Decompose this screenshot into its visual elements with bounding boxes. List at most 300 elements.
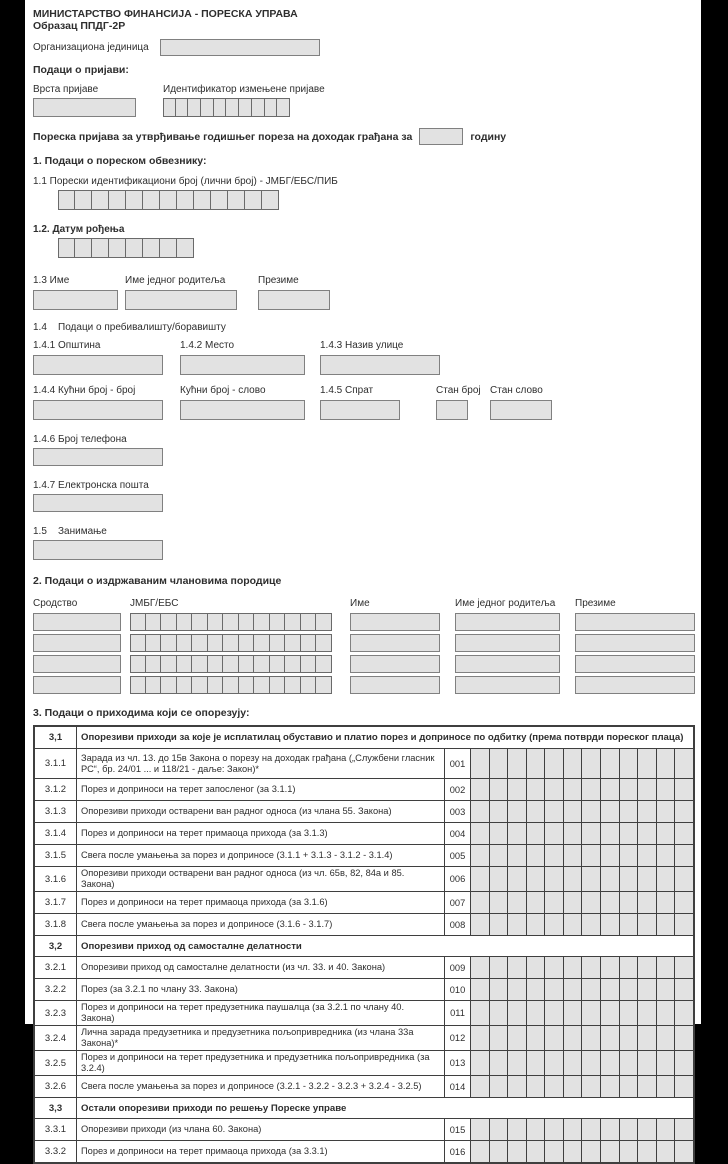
amount-cell[interactable] (638, 779, 657, 800)
street-input[interactable] (320, 355, 440, 375)
digit-cell[interactable] (177, 634, 193, 652)
amount-cell[interactable] (638, 845, 657, 866)
amount-cell[interactable] (564, 779, 583, 800)
amount-cell[interactable] (601, 1141, 620, 1162)
amount-cell[interactable] (620, 1119, 639, 1140)
amount-cell[interactable] (527, 957, 546, 978)
digit-cell[interactable] (161, 613, 177, 631)
amount-cell[interactable] (490, 801, 509, 822)
amount-cell[interactable] (545, 979, 564, 1000)
digit-cell[interactable] (161, 655, 177, 673)
digit-cell[interactable] (92, 238, 109, 258)
digit-cell[interactable] (301, 676, 317, 694)
amount-cell[interactable] (675, 957, 693, 978)
amount-cell[interactable] (527, 892, 546, 913)
digit-cell[interactable] (228, 190, 245, 210)
amount-cell[interactable] (638, 867, 657, 891)
amount-cell[interactable] (582, 979, 601, 1000)
amount-cell[interactable] (564, 749, 583, 778)
digit-cell[interactable] (177, 613, 193, 631)
amount-cell[interactable] (657, 1119, 676, 1140)
amount-cell[interactable] (545, 1119, 564, 1140)
digit-cell[interactable] (109, 238, 126, 258)
amount-cell[interactable] (657, 914, 676, 935)
digit-cell[interactable] (245, 190, 262, 210)
amount-cell[interactable] (564, 1051, 583, 1075)
apt-no-input[interactable] (436, 400, 468, 420)
amount-cell[interactable] (657, 1051, 676, 1075)
digit-cell[interactable] (192, 676, 208, 694)
amount-cell[interactable] (508, 1076, 527, 1097)
amount-cell[interactable] (675, 1026, 693, 1050)
digit-cell[interactable] (161, 676, 177, 694)
occupation-input[interactable] (33, 540, 163, 560)
digit-cell[interactable] (58, 190, 75, 210)
amount-cell[interactable] (620, 1001, 639, 1025)
amount-cell[interactable] (638, 1051, 657, 1075)
digit-cell[interactable] (316, 613, 332, 631)
amount-cell[interactable] (638, 801, 657, 822)
amount-cell[interactable] (490, 867, 509, 891)
amount-cell[interactable] (508, 957, 527, 978)
amount-cell[interactable] (490, 845, 509, 866)
amount-cell[interactable] (620, 867, 639, 891)
org-unit-input[interactable] (160, 39, 320, 56)
amount-cell[interactable] (527, 1051, 546, 1075)
amount-cell[interactable] (638, 1119, 657, 1140)
digit-cell[interactable] (163, 98, 176, 117)
amount-cell[interactable] (527, 1119, 546, 1140)
amount-cell[interactable] (620, 779, 639, 800)
floor-input[interactable] (320, 400, 400, 420)
amount-cell[interactable] (675, 1051, 693, 1075)
amount-cell[interactable] (527, 845, 546, 866)
amount-cell[interactable] (471, 979, 490, 1000)
digit-cell[interactable] (146, 676, 162, 694)
amount-cell[interactable] (545, 1051, 564, 1075)
amount-cell[interactable] (601, 749, 620, 778)
amount-cell[interactable] (620, 892, 639, 913)
name-input[interactable] (33, 290, 118, 310)
amount-cell[interactable] (545, 892, 564, 913)
amount-cell[interactable] (471, 957, 490, 978)
digit-cell[interactable] (277, 98, 290, 117)
house-letter-input[interactable] (180, 400, 305, 420)
amount-cell[interactable] (490, 892, 509, 913)
amount-cell[interactable] (657, 801, 676, 822)
digit-cell[interactable] (194, 190, 211, 210)
amount-cell[interactable] (675, 749, 693, 778)
amount-cell[interactable] (657, 1026, 676, 1050)
digit-cell[interactable] (208, 676, 224, 694)
amount-cell[interactable] (545, 749, 564, 778)
amount-cell[interactable] (620, 749, 639, 778)
amount-cell[interactable] (582, 892, 601, 913)
amount-cell[interactable] (545, 1026, 564, 1050)
amount-cell[interactable] (527, 779, 546, 800)
digit-cell[interactable] (239, 655, 255, 673)
digit-cell[interactable] (223, 655, 239, 673)
amount-cell[interactable] (657, 749, 676, 778)
amount-cell[interactable] (471, 1001, 490, 1025)
digit-cell[interactable] (75, 238, 92, 258)
phone-input[interactable] (33, 448, 163, 466)
member-name-input[interactable] (350, 655, 440, 673)
digit-cell[interactable] (130, 634, 146, 652)
member-parent-name-input[interactable] (455, 655, 560, 673)
digit-cell[interactable] (254, 634, 270, 652)
digit-cell[interactable] (265, 98, 278, 117)
report-type-input[interactable] (33, 98, 136, 117)
digit-cell[interactable] (301, 634, 317, 652)
amount-cell[interactable] (675, 1001, 693, 1025)
amount-cell[interactable] (657, 957, 676, 978)
amount-cell[interactable] (508, 1051, 527, 1075)
amount-cell[interactable] (508, 1141, 527, 1162)
digit-cell[interactable] (192, 634, 208, 652)
amount-cell[interactable] (508, 867, 527, 891)
digit-cell[interactable] (285, 676, 301, 694)
amount-cell[interactable] (564, 801, 583, 822)
amount-cell[interactable] (545, 845, 564, 866)
amount-cell[interactable] (601, 1051, 620, 1075)
amount-cell[interactable] (564, 979, 583, 1000)
digit-cell[interactable] (239, 634, 255, 652)
amount-cell[interactable] (545, 779, 564, 800)
amount-cell[interactable] (545, 823, 564, 844)
apt-letter-input[interactable] (490, 400, 552, 420)
amount-cell[interactable] (638, 749, 657, 778)
digit-cell[interactable] (58, 238, 75, 258)
digit-cell[interactable] (226, 98, 239, 117)
amount-cell[interactable] (490, 1001, 509, 1025)
amount-cell[interactable] (582, 957, 601, 978)
amount-cell[interactable] (490, 979, 509, 1000)
amount-cell[interactable] (545, 1141, 564, 1162)
member-name-input[interactable] (350, 634, 440, 652)
digit-cell[interactable] (254, 655, 270, 673)
amount-cell[interactable] (508, 1026, 527, 1050)
digit-cell[interactable] (201, 98, 214, 117)
amount-cell[interactable] (657, 1141, 676, 1162)
digit-cell[interactable] (109, 190, 126, 210)
amount-cell[interactable] (601, 957, 620, 978)
amount-cell[interactable] (620, 979, 639, 1000)
amount-cell[interactable] (471, 823, 490, 844)
amount-cell[interactable] (564, 1119, 583, 1140)
digit-cell[interactable] (239, 98, 252, 117)
amount-cell[interactable] (545, 801, 564, 822)
digit-cell[interactable] (239, 613, 255, 631)
amount-cell[interactable] (490, 823, 509, 844)
digit-cell[interactable] (177, 190, 194, 210)
amount-cell[interactable] (582, 1141, 601, 1162)
email-input[interactable] (33, 494, 163, 512)
member-surname-input[interactable] (575, 655, 695, 673)
member-parent-name-input[interactable] (455, 676, 560, 694)
amount-cell[interactable] (582, 749, 601, 778)
amount-cell[interactable] (564, 1026, 583, 1050)
amount-cell[interactable] (638, 1141, 657, 1162)
municipality-input[interactable] (33, 355, 163, 375)
amount-cell[interactable] (471, 1051, 490, 1075)
amount-cell[interactable] (490, 779, 509, 800)
amount-cell[interactable] (564, 1001, 583, 1025)
member-surname-input[interactable] (575, 676, 695, 694)
digit-cell[interactable] (146, 613, 162, 631)
amount-cell[interactable] (638, 823, 657, 844)
amount-cell[interactable] (582, 1051, 601, 1075)
digit-cell[interactable] (160, 190, 177, 210)
digit-cell[interactable] (301, 655, 317, 673)
amount-cell[interactable] (508, 801, 527, 822)
amount-cell[interactable] (582, 823, 601, 844)
amount-cell[interactable] (582, 1001, 601, 1025)
amount-cell[interactable] (675, 892, 693, 913)
digit-cell[interactable] (316, 676, 332, 694)
amount-cell[interactable] (564, 823, 583, 844)
place-input[interactable] (180, 355, 305, 375)
digit-cell[interactable] (130, 676, 146, 694)
amount-cell[interactable] (527, 979, 546, 1000)
amount-cell[interactable] (620, 1051, 639, 1075)
amount-cell[interactable] (601, 1026, 620, 1050)
amount-cell[interactable] (508, 749, 527, 778)
digit-cell[interactable] (223, 634, 239, 652)
amount-cell[interactable] (471, 867, 490, 891)
amount-cell[interactable] (601, 1119, 620, 1140)
amount-cell[interactable] (545, 1001, 564, 1025)
amount-cell[interactable] (601, 914, 620, 935)
amount-cell[interactable] (508, 914, 527, 935)
amount-cell[interactable] (471, 845, 490, 866)
amount-cell[interactable] (490, 914, 509, 935)
amount-cell[interactable] (620, 957, 639, 978)
digit-cell[interactable] (254, 613, 270, 631)
amount-cell[interactable] (657, 1001, 676, 1025)
digit-cell[interactable] (92, 190, 109, 210)
amount-cell[interactable] (675, 823, 693, 844)
amount-cell[interactable] (675, 1119, 693, 1140)
amount-cell[interactable] (527, 1141, 546, 1162)
digit-cell[interactable] (161, 634, 177, 652)
amount-cell[interactable] (620, 1141, 639, 1162)
amount-cell[interactable] (508, 779, 527, 800)
amount-cell[interactable] (564, 914, 583, 935)
amount-cell[interactable] (490, 1051, 509, 1075)
digit-cell[interactable] (143, 190, 160, 210)
amount-cell[interactable] (527, 1001, 546, 1025)
amount-cell[interactable] (471, 801, 490, 822)
amount-cell[interactable] (657, 845, 676, 866)
amount-cell[interactable] (657, 867, 676, 891)
amount-cell[interactable] (638, 892, 657, 913)
digit-cell[interactable] (262, 190, 279, 210)
digit-cell[interactable] (177, 655, 193, 673)
amount-cell[interactable] (471, 914, 490, 935)
digit-cell[interactable] (126, 238, 143, 258)
amount-cell[interactable] (508, 823, 527, 844)
kinship-input[interactable] (33, 634, 121, 652)
amount-cell[interactable] (490, 1026, 509, 1050)
amount-cell[interactable] (527, 1026, 546, 1050)
amount-cell[interactable] (564, 845, 583, 866)
digit-cell[interactable] (146, 634, 162, 652)
amount-cell[interactable] (675, 1076, 693, 1097)
member-name-input[interactable] (350, 676, 440, 694)
amount-cell[interactable] (471, 1141, 490, 1162)
amount-cell[interactable] (657, 1076, 676, 1097)
digit-cell[interactable] (254, 676, 270, 694)
amount-cell[interactable] (545, 914, 564, 935)
amount-cell[interactable] (601, 1001, 620, 1025)
amount-cell[interactable] (601, 823, 620, 844)
amount-cell[interactable] (620, 1076, 639, 1097)
amount-cell[interactable] (582, 867, 601, 891)
amount-cell[interactable] (564, 1141, 583, 1162)
kinship-input[interactable] (33, 613, 121, 631)
digit-cell[interactable] (211, 190, 228, 210)
amount-cell[interactable] (471, 1026, 490, 1050)
amount-cell[interactable] (527, 801, 546, 822)
digit-cell[interactable] (270, 634, 286, 652)
amount-cell[interactable] (675, 779, 693, 800)
digit-cell[interactable] (130, 655, 146, 673)
amount-cell[interactable] (527, 914, 546, 935)
kinship-input[interactable] (33, 655, 121, 673)
amount-cell[interactable] (620, 823, 639, 844)
member-parent-name-input[interactable] (455, 634, 560, 652)
amount-cell[interactable] (490, 957, 509, 978)
amount-cell[interactable] (620, 1026, 639, 1050)
digit-cell[interactable] (177, 676, 193, 694)
amount-cell[interactable] (490, 749, 509, 778)
digit-cell[interactable] (223, 613, 239, 631)
amount-cell[interactable] (527, 823, 546, 844)
amount-cell[interactable] (527, 749, 546, 778)
amount-cell[interactable] (582, 845, 601, 866)
amount-cell[interactable] (545, 867, 564, 891)
digit-cell[interactable] (143, 238, 160, 258)
amount-cell[interactable] (471, 1076, 490, 1097)
amount-cell[interactable] (620, 801, 639, 822)
amount-cell[interactable] (564, 1076, 583, 1097)
amount-cell[interactable] (638, 914, 657, 935)
digit-cell[interactable] (316, 655, 332, 673)
digit-cell[interactable] (75, 190, 92, 210)
amount-cell[interactable] (675, 801, 693, 822)
digit-cell[interactable] (285, 655, 301, 673)
digit-cell[interactable] (192, 613, 208, 631)
surname-input[interactable] (258, 290, 330, 310)
amount-cell[interactable] (582, 779, 601, 800)
digit-cell[interactable] (270, 676, 286, 694)
digit-cell[interactable] (208, 634, 224, 652)
parent-name-input[interactable] (125, 290, 237, 310)
amount-cell[interactable] (545, 1076, 564, 1097)
amount-cell[interactable] (601, 867, 620, 891)
amount-cell[interactable] (601, 845, 620, 866)
amount-cell[interactable] (508, 892, 527, 913)
amount-cell[interactable] (490, 1119, 509, 1140)
digit-cell[interactable] (270, 613, 286, 631)
digit-cell[interactable] (208, 655, 224, 673)
digit-cell[interactable] (130, 613, 146, 631)
amount-cell[interactable] (471, 1119, 490, 1140)
amount-cell[interactable] (564, 892, 583, 913)
amount-cell[interactable] (471, 779, 490, 800)
amount-cell[interactable] (582, 801, 601, 822)
amount-cell[interactable] (675, 867, 693, 891)
digit-cell[interactable] (301, 613, 317, 631)
amount-cell[interactable] (490, 1141, 509, 1162)
amount-cell[interactable] (675, 979, 693, 1000)
digit-cell[interactable] (285, 613, 301, 631)
amount-cell[interactable] (675, 914, 693, 935)
digit-cell[interactable] (160, 238, 177, 258)
amount-cell[interactable] (582, 1119, 601, 1140)
amount-cell[interactable] (508, 1119, 527, 1140)
amount-cell[interactable] (638, 1026, 657, 1050)
amount-cell[interactable] (657, 892, 676, 913)
digit-cell[interactable] (270, 655, 286, 673)
amount-cell[interactable] (620, 845, 639, 866)
digit-cell[interactable] (126, 190, 143, 210)
amount-cell[interactable] (564, 957, 583, 978)
digit-cell[interactable] (252, 98, 265, 117)
house-no-input[interactable] (33, 400, 163, 420)
amount-cell[interactable] (508, 1001, 527, 1025)
digit-cell[interactable] (285, 634, 301, 652)
amount-cell[interactable] (508, 845, 527, 866)
digit-cell[interactable] (192, 655, 208, 673)
amount-cell[interactable] (527, 867, 546, 891)
digit-cell[interactable] (208, 613, 224, 631)
digit-cell[interactable] (239, 676, 255, 694)
digit-cell[interactable] (316, 634, 332, 652)
amount-cell[interactable] (471, 749, 490, 778)
amount-cell[interactable] (657, 979, 676, 1000)
amount-cell[interactable] (564, 867, 583, 891)
amount-cell[interactable] (638, 979, 657, 1000)
member-surname-input[interactable] (575, 613, 695, 631)
amount-cell[interactable] (657, 823, 676, 844)
amount-cell[interactable] (601, 801, 620, 822)
member-parent-name-input[interactable] (455, 613, 560, 631)
amount-cell[interactable] (508, 979, 527, 1000)
amount-cell[interactable] (471, 892, 490, 913)
digit-cell[interactable] (223, 676, 239, 694)
amount-cell[interactable] (490, 1076, 509, 1097)
amount-cell[interactable] (601, 892, 620, 913)
amount-cell[interactable] (527, 1076, 546, 1097)
amount-cell[interactable] (675, 845, 693, 866)
digit-cell[interactable] (176, 98, 189, 117)
amount-cell[interactable] (545, 957, 564, 978)
year-input[interactable] (419, 128, 463, 145)
amount-cell[interactable] (657, 779, 676, 800)
amount-cell[interactable] (582, 914, 601, 935)
amount-cell[interactable] (638, 957, 657, 978)
member-surname-input[interactable] (575, 634, 695, 652)
amount-cell[interactable] (601, 779, 620, 800)
kinship-input[interactable] (33, 676, 121, 694)
amount-cell[interactable] (582, 1026, 601, 1050)
amount-cell[interactable] (620, 914, 639, 935)
amount-cell[interactable] (638, 1076, 657, 1097)
amount-cell[interactable] (675, 1141, 693, 1162)
amount-cell[interactable] (638, 1001, 657, 1025)
